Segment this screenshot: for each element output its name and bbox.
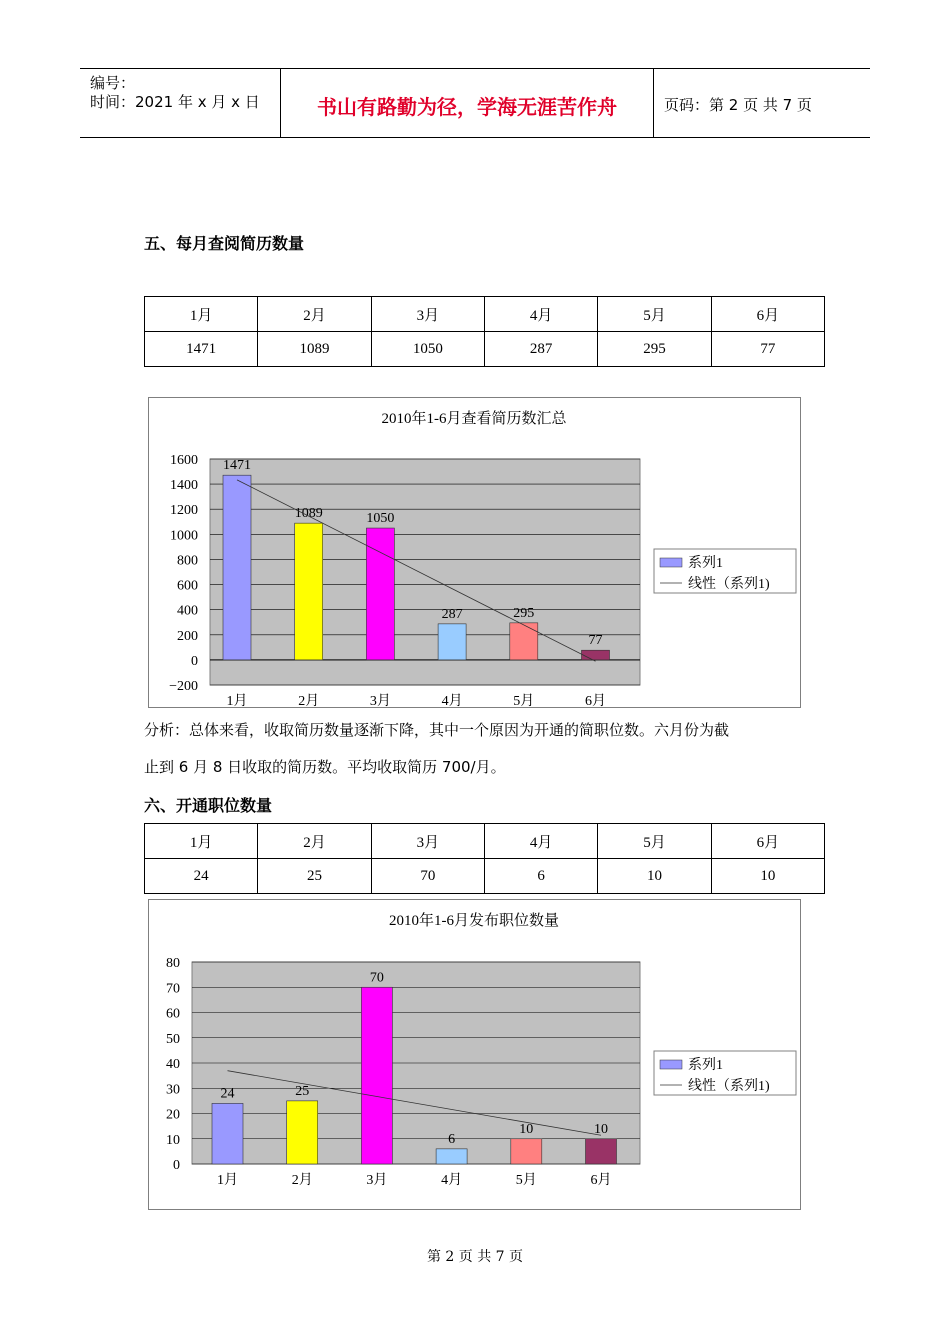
number-label: 编号： <box>90 74 136 92</box>
table-value-row <box>145 859 825 894</box>
page-header <box>80 68 870 138</box>
x-tick-label: 4月 <box>441 694 463 707</box>
y-tick-label: 70 <box>166 981 180 997</box>
y-tick-label: −200 <box>169 679 198 694</box>
header-motto-cell <box>281 69 654 137</box>
table-cell: 24 <box>145 859 258 894</box>
data-label: 287 <box>441 606 463 622</box>
chart-title: 2010年1-6月发布职位数量 <box>389 913 559 929</box>
y-tick-label: 1200 <box>170 503 198 519</box>
table-cell: 295 <box>598 332 711 367</box>
x-tick-label: 6月 <box>585 694 606 707</box>
table-cell: 1471 <box>145 332 258 367</box>
y-tick-label: 20 <box>166 1107 180 1123</box>
bar <box>287 1101 318 1164</box>
table-cell: 287 <box>484 332 597 367</box>
chart-job-postings-svg <box>149 900 800 1209</box>
analysis-line-2: 止到 6 月 8 日收取的简历数。平均收取简历 700/月。 <box>144 758 506 776</box>
bar <box>436 1149 467 1164</box>
x-tick-label: 2月 <box>291 1173 313 1188</box>
time-label: 时间：2021 年 x 月 x 日 <box>90 93 260 111</box>
y-tick-label: 200 <box>177 628 198 644</box>
y-tick-label: 1000 <box>170 528 198 544</box>
bar <box>582 650 610 660</box>
x-tick-label: 6月 <box>590 1173 612 1188</box>
y-tick-label: 1400 <box>170 478 198 494</box>
bar <box>438 624 466 660</box>
data-label: 10 <box>519 1121 534 1137</box>
table-header-row <box>145 297 825 332</box>
table-cell: 1089 <box>258 332 371 367</box>
table-cell: 3月 <box>371 824 484 859</box>
motto: 书山有路勤为径，学海无涯苦作舟 <box>317 95 617 119</box>
data-label: 1471 <box>223 458 251 474</box>
chart-job-postings <box>148 899 801 1210</box>
table-cell: 25 <box>258 859 371 894</box>
table-cell: 2月 <box>258 297 371 332</box>
x-tick-label: 3月 <box>369 694 391 707</box>
x-tick-label: 1月 <box>217 1173 238 1188</box>
data-label: 6 <box>448 1131 456 1147</box>
y-tick-label: 30 <box>166 1082 180 1098</box>
analysis-line-1: 分析：总体来看，收取简历数量逐渐下降，其中一个原因为开通的简职位数。六月份为截 <box>144 721 730 739</box>
legend-trend-label: 线性（系列1) <box>688 1079 770 1094</box>
bar <box>361 987 392 1164</box>
data-label: 1050 <box>366 511 395 527</box>
x-tick-label: 5月 <box>513 694 535 707</box>
table-cell: 2月 <box>258 824 371 859</box>
table-cell: 5月 <box>598 297 711 332</box>
legend-swatch <box>660 558 682 567</box>
bar <box>223 475 251 660</box>
table-cell: 1050 <box>371 332 484 367</box>
y-tick-label: 60 <box>166 1006 180 1022</box>
legend-trend-label: 线性（系列1) <box>688 577 770 592</box>
table-cell: 1月 <box>145 297 258 332</box>
y-tick-label: 10 <box>166 1132 180 1148</box>
table-value-row <box>145 332 825 367</box>
section5-title: 五、每月查阅简历数量 <box>144 234 305 253</box>
legend-series-label: 系列1 <box>688 556 723 571</box>
data-label: 70 <box>369 970 384 986</box>
bar <box>510 623 538 660</box>
y-tick-label: 40 <box>166 1057 180 1072</box>
x-tick-label: 1月 <box>226 694 248 707</box>
table-cell: 6月 <box>711 297 824 332</box>
section6-table <box>144 823 825 894</box>
table-cell: 1月 <box>145 824 258 859</box>
y-tick-label: 800 <box>177 553 198 569</box>
table-cell: 77 <box>711 332 824 367</box>
x-tick-label: 3月 <box>366 1173 388 1188</box>
y-tick-label: 80 <box>166 956 180 971</box>
data-label: 295 <box>513 605 535 621</box>
bar <box>511 1139 542 1164</box>
table-cell: 6月 <box>711 824 824 859</box>
table-cell: 70 <box>371 859 484 894</box>
legend-swatch <box>660 1060 682 1069</box>
y-tick-label: 1600 <box>170 453 198 468</box>
data-label: 24 <box>220 1086 235 1102</box>
table-cell: 5月 <box>598 824 711 859</box>
y-tick-label: 50 <box>166 1031 180 1047</box>
bar <box>586 1139 617 1164</box>
table-cell: 4月 <box>484 824 597 859</box>
legend-series-label: 系列1 <box>688 1058 723 1073</box>
table-cell: 10 <box>598 859 711 894</box>
x-tick-label: 2月 <box>298 694 320 707</box>
bar <box>295 523 323 660</box>
table-cell: 10 <box>711 859 824 894</box>
y-tick-label: 0 <box>191 653 198 669</box>
x-tick-label: 4月 <box>441 1173 463 1188</box>
chart-title: 2010年1-6月查看简历数汇总 <box>381 411 567 427</box>
data-label: 77 <box>588 633 603 649</box>
x-tick-label: 5月 <box>515 1173 537 1188</box>
chart-resume-views <box>148 397 801 708</box>
section6-title: 六、开通职位数量 <box>144 796 273 815</box>
data-label: 25 <box>295 1083 310 1099</box>
data-label: 1089 <box>294 506 323 522</box>
y-tick-label: 0 <box>173 1158 180 1173</box>
table-header-row <box>145 824 825 859</box>
chart-resume-views-svg <box>149 398 800 707</box>
bar <box>212 1103 243 1164</box>
analysis-text <box>144 712 844 786</box>
table-cell: 3月 <box>371 297 484 332</box>
table-cell: 6 <box>484 859 597 894</box>
header-page-cell <box>654 69 870 137</box>
table-cell: 4月 <box>484 297 597 332</box>
header-meta-cell <box>80 69 281 137</box>
y-tick-label: 600 <box>177 578 198 594</box>
page-footer: 第 2 页 共 7 页 <box>426 1249 524 1265</box>
page-label: 页码：第 2 页 共 7 页 <box>664 96 812 114</box>
data-label: 10 <box>594 1121 608 1137</box>
y-tick-label: 400 <box>177 603 198 619</box>
section5-table <box>144 296 825 367</box>
